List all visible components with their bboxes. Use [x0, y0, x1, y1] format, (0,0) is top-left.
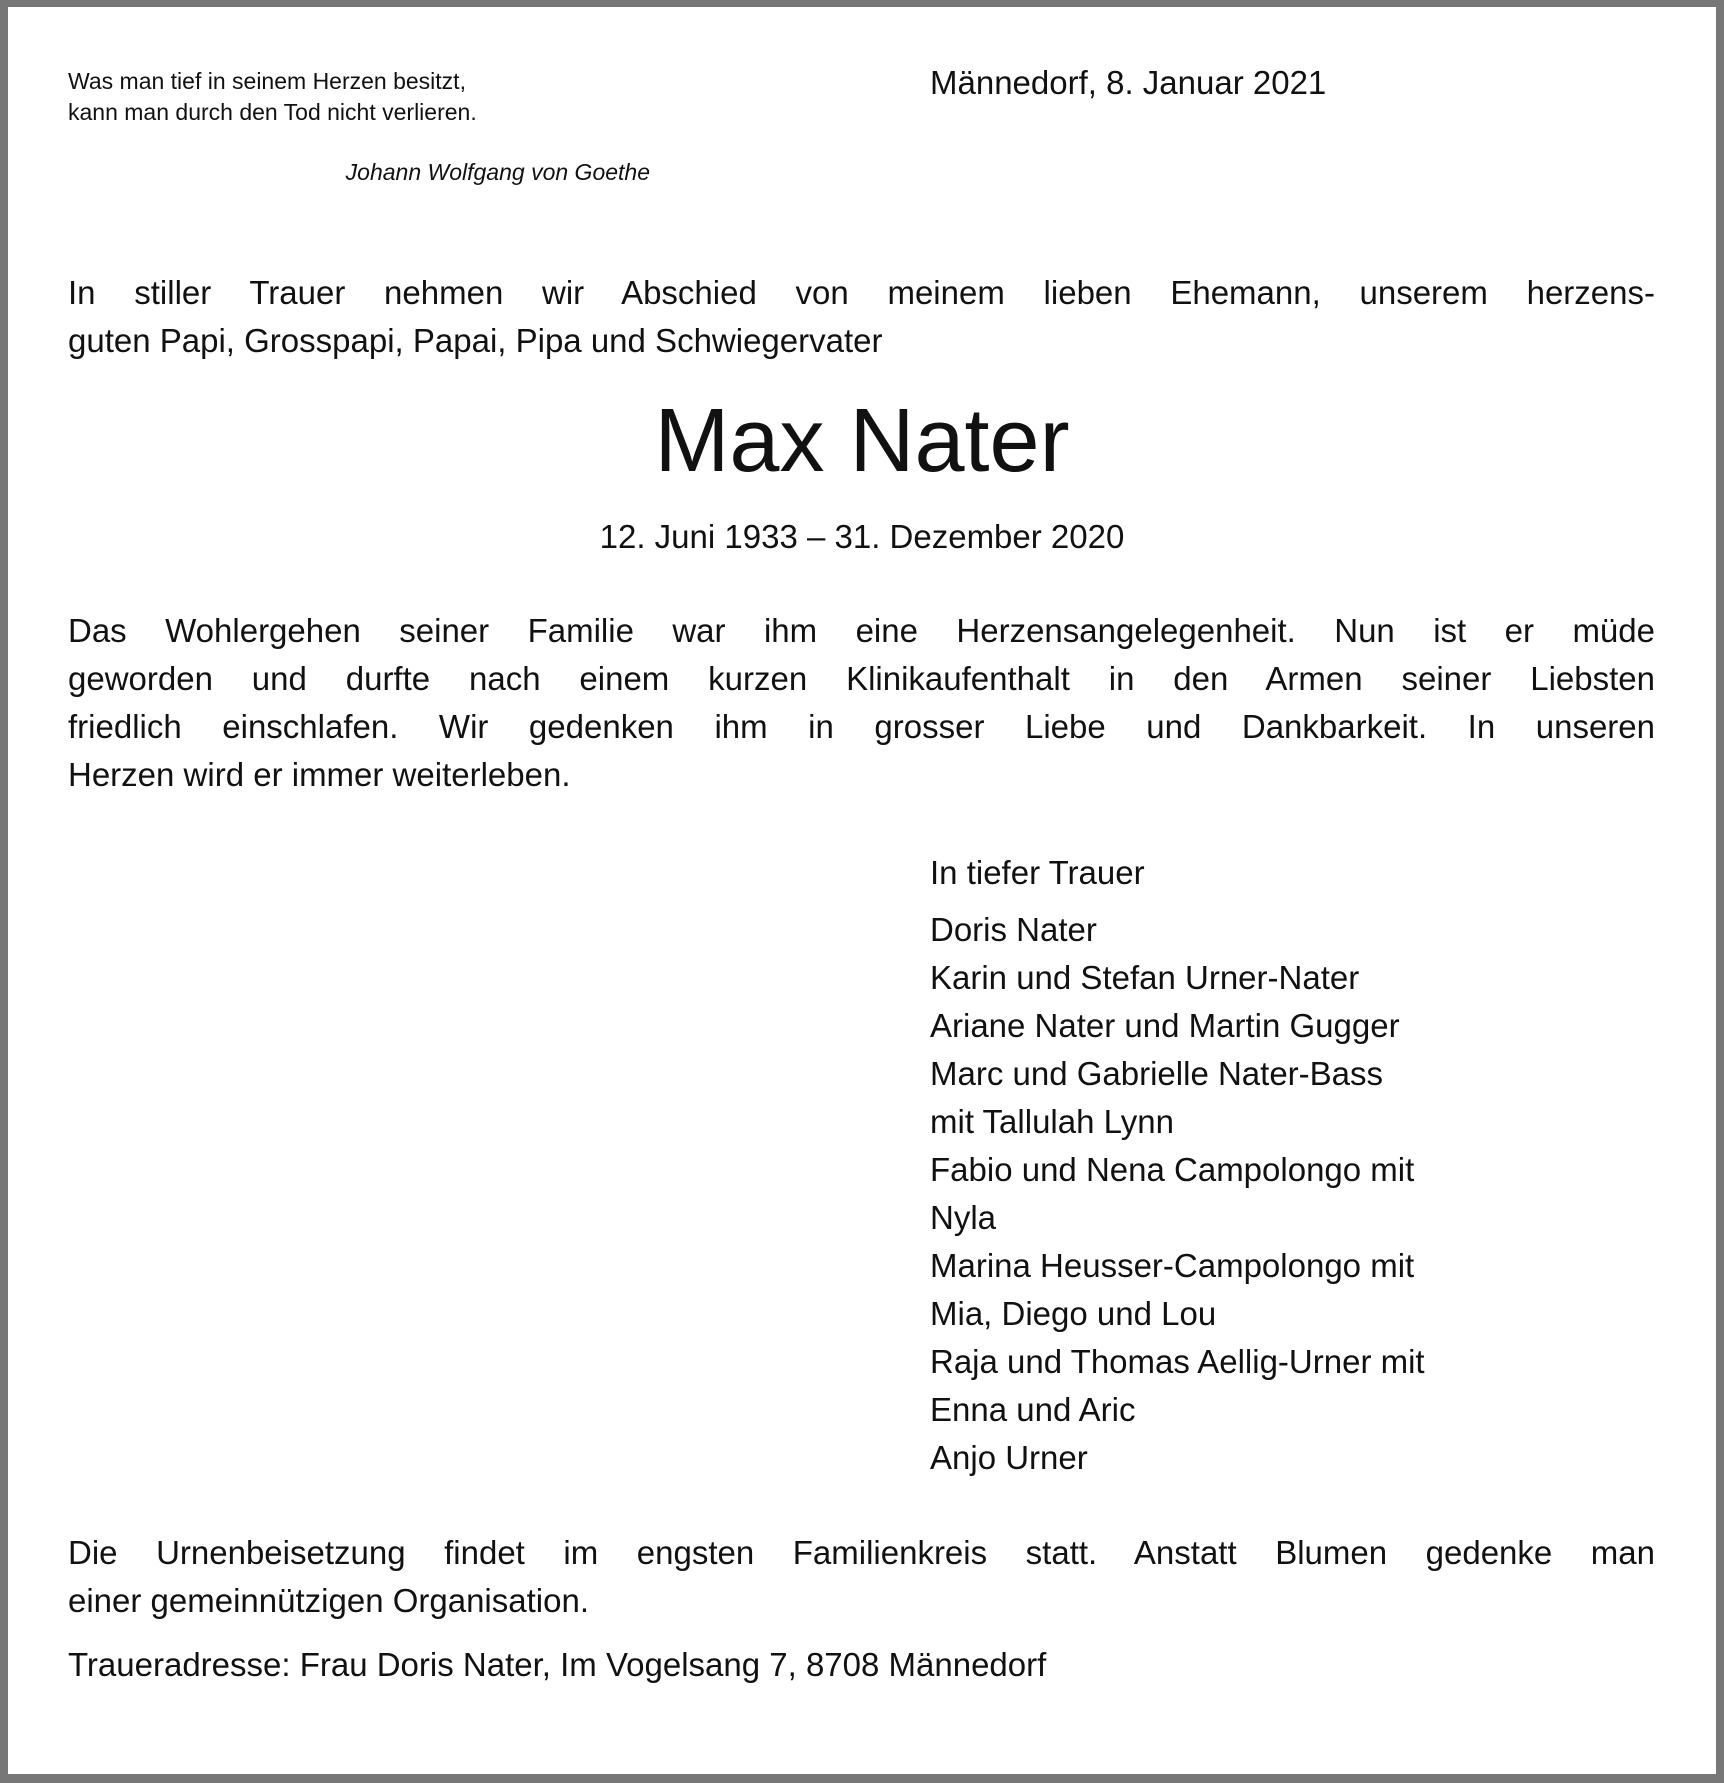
tribute-paragraph — [68, 607, 1655, 799]
mourners-list — [930, 906, 1425, 1482]
mourner: Doris Nater — [930, 911, 1097, 948]
mourner: Anjo Urner — [930, 1439, 1088, 1476]
quote-line: kann man durch den Tod nicht verlieren. — [68, 99, 477, 125]
text-line: guten Papi, Grosspapi, Papai, Pipa und Schwiegervater — [68, 322, 883, 359]
text-line: Das Wohlergehen seiner Familie war ihm eine Herzensangelegenheit. Nun ist er müde — [68, 612, 1655, 649]
mourning-address: Traueradresse: Frau Doris Nater, Im Vogelsang 7, 8708 Männedorf — [68, 1646, 1047, 1683]
mourner: Marina Heusser-Campolongo mit — [930, 1247, 1415, 1284]
mourner: Raja und Thomas Aellig-Urner mit — [930, 1343, 1425, 1380]
mourner: Mia, Diego und Lou — [930, 1295, 1217, 1332]
text-line: Die Urnenbeisetzung findet im engsten Familienkreis statt. Anstatt Blumen gedenke man — [68, 1534, 1655, 1571]
life-dates: 12. Juni 1933 – 31. Dezember 2020 — [599, 518, 1125, 555]
intro-paragraph — [68, 269, 1655, 365]
place-date: Männedorf, 8. Januar 2021 — [930, 64, 1327, 101]
text-line: einer gemeinnützigen Organisation. — [68, 1582, 589, 1619]
mourner: mit Tallulah Lynn — [930, 1103, 1174, 1140]
text-line: friedlich einschlafen. Wir gedenken ihm in grosser Liebe und Dankbarkeit. In unseren — [68, 708, 1655, 745]
mourner: Nyla — [930, 1199, 997, 1236]
text-line: geworden und durfte nach einem kurzen Klinikaufenthalt in den Armen seiner Liebsten — [68, 660, 1655, 697]
mourner: Ariane Nater und Martin Gugger — [930, 1007, 1400, 1044]
mourner: Enna und Aric — [930, 1391, 1136, 1428]
mourner: Fabio und Nena Campolongo mit — [930, 1151, 1415, 1188]
mourners-heading: In tiefer Trauer — [930, 854, 1145, 891]
quote-author: Johann Wolfgang von Goethe — [345, 159, 650, 185]
mourner: Karin und Stefan Urner-Nater — [930, 959, 1360, 996]
obituary-page — [8, 7, 1716, 1774]
funeral-note — [68, 1529, 1655, 1625]
mourner: Marc und Gabrielle Nater-Bass — [930, 1055, 1384, 1092]
text-line: Herzen wird er immer weiterleben. — [68, 756, 571, 793]
deceased-name: Max Nater — [654, 391, 1070, 491]
quote-line: Was man tief in seinem Herzen besitzt, — [68, 68, 466, 94]
text-line: In stiller Trauer nehmen wir Abschied von meinem lieben Ehemann, unserem herzens- — [68, 274, 1655, 311]
quote — [68, 66, 477, 128]
